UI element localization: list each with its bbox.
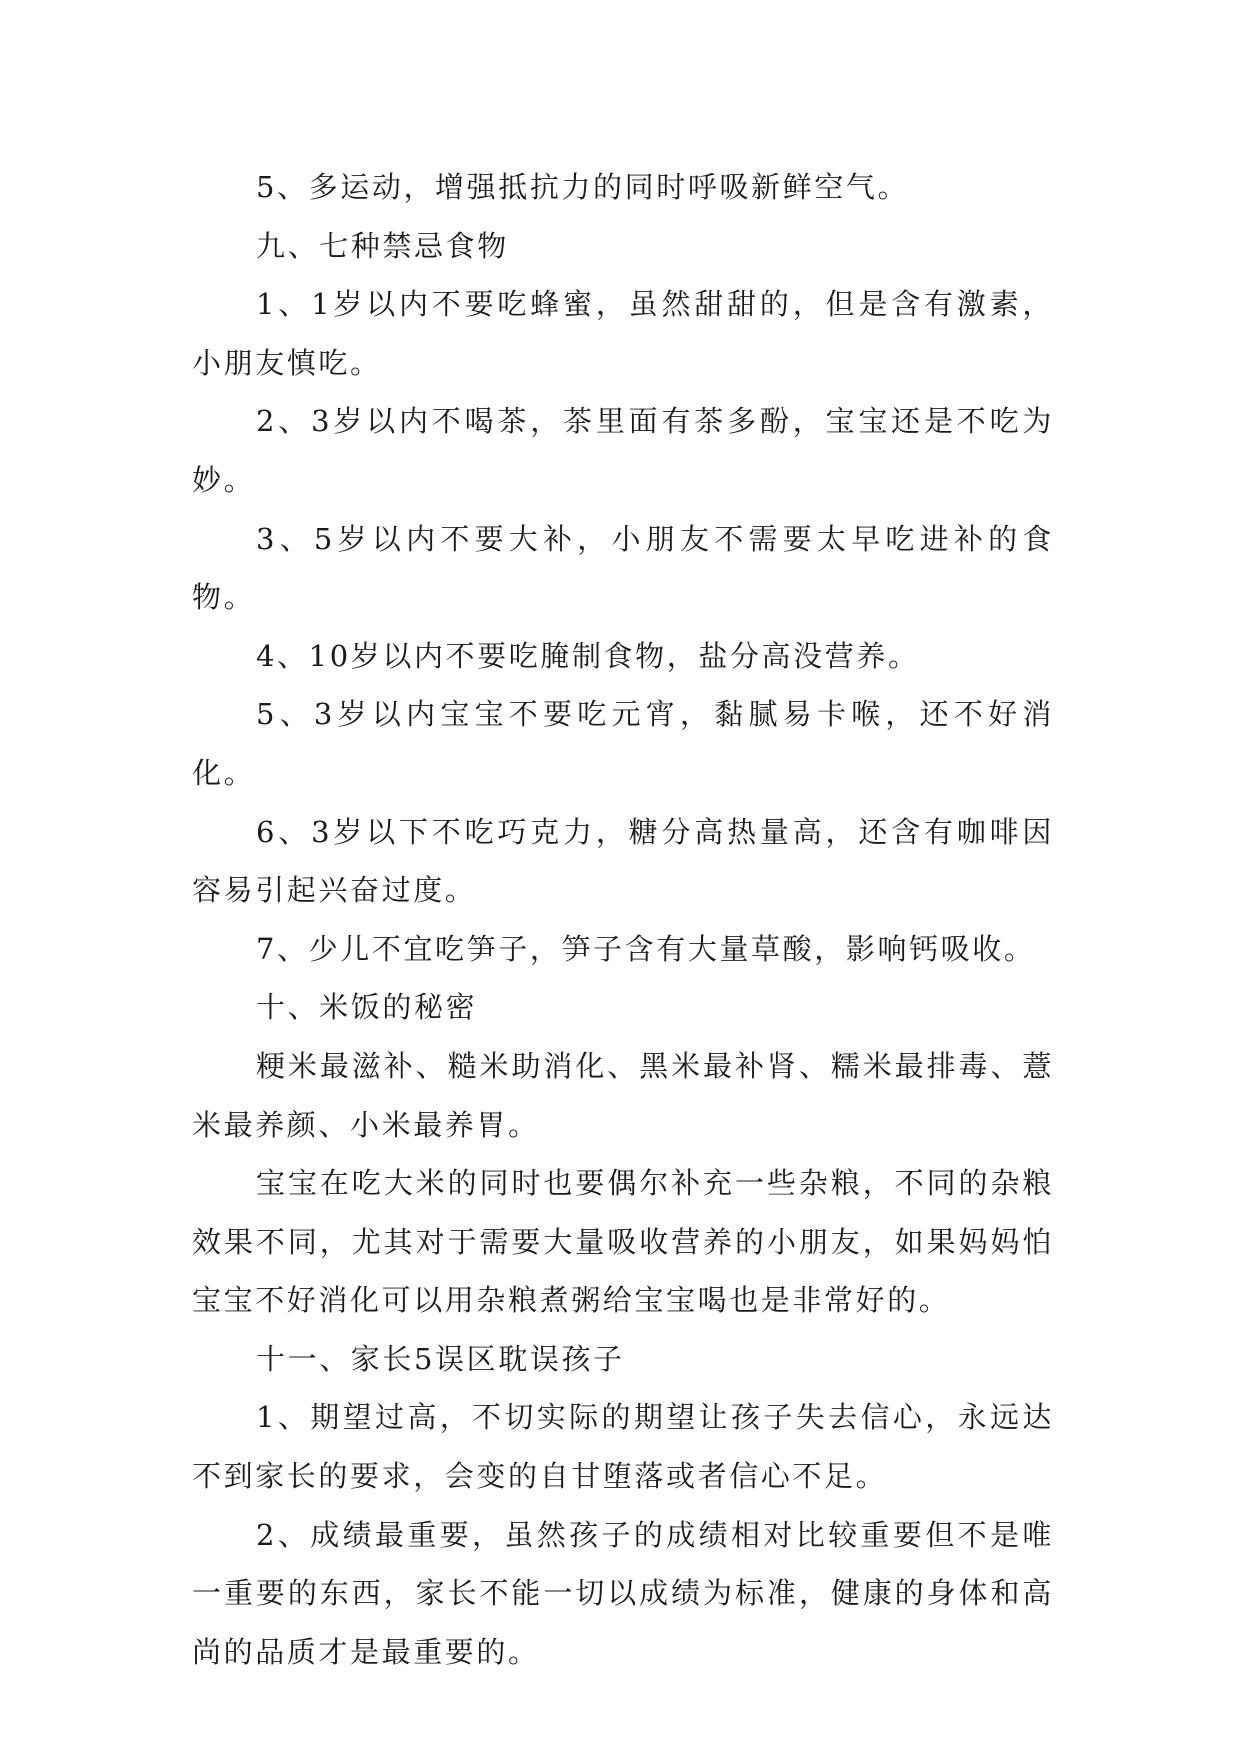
document-body [192, 158, 1054, 1681]
paragraph-chocolate: 6、3岁以下不吃巧克力，糖分高热量高，还含有咖啡因容易引起兴奋过度。 [192, 814, 1054, 908]
paragraph-tea: 2、3岁以内不喝茶，茶里面有茶多酚，宝宝还是不吃为妙。 [192, 404, 1054, 497]
section-heading-forbidden-foods: 九、七种禁忌食物 [256, 228, 509, 263]
section-heading-parent-mistakes: 十一、家长5误区耽误孩子 [256, 1341, 625, 1376]
paragraph-yuanxiao: 5、3岁以内宝宝不要吃元宵，黏腻易卡喉，还不好消化。 [192, 697, 1054, 790]
paragraph-rice-types: 粳米最滋补、糙米助消化、黑米最补肾、糯米最排毒、薏米最养颜、小米最养胃。 [192, 1048, 1054, 1142]
paragraph-high-expectations: 1、期望过高，不切实际的期望让孩子失去信心，永远达不到家长的要求，会变的自甘堕落或者信心不足。 [192, 1400, 1054, 1494]
paragraph-honey: 1、1岁以内不要吃蜂蜜，虽然甜甜的，但是含有激素，小朋友慎吃。 [192, 287, 1054, 380]
paragraph-exercise: 5、多运动，增强抵抗力的同时呼吸新鲜空气。 [256, 170, 910, 204]
paragraph-grains: 宝宝在吃大米的同时也要偶尔补充一些杂粮，不同的杂粮效果不同，尤其对于需要大量吸收营养的小朋友，如果妈妈怕宝宝不好消化可以用杂粮煮粥给宝宝喝也是非常好的。 [192, 1166, 1054, 1318]
paragraph-grades: 2、成绩最重要，虽然孩子的成绩相对比较重要但不是唯一重要的东西，家长不能一切以成绩为标准，健康的身体和高尚的品质才是最重要的。 [192, 1517, 1054, 1669]
paragraph-supplements: 3、5岁以内不要大补，小朋友不需要太早吃进补的食物。 [192, 521, 1054, 615]
paragraph-bamboo-shoots: 7、少儿不宜吃笋子，笋子含有大量草酸，影响钙吸收。 [256, 931, 1036, 966]
paragraph-pickled-food: 4、10岁以内不要吃腌制食物，盐分高没营养。 [256, 638, 920, 673]
section-heading-rice-secrets: 十、米饭的秘密 [256, 990, 478, 1025]
